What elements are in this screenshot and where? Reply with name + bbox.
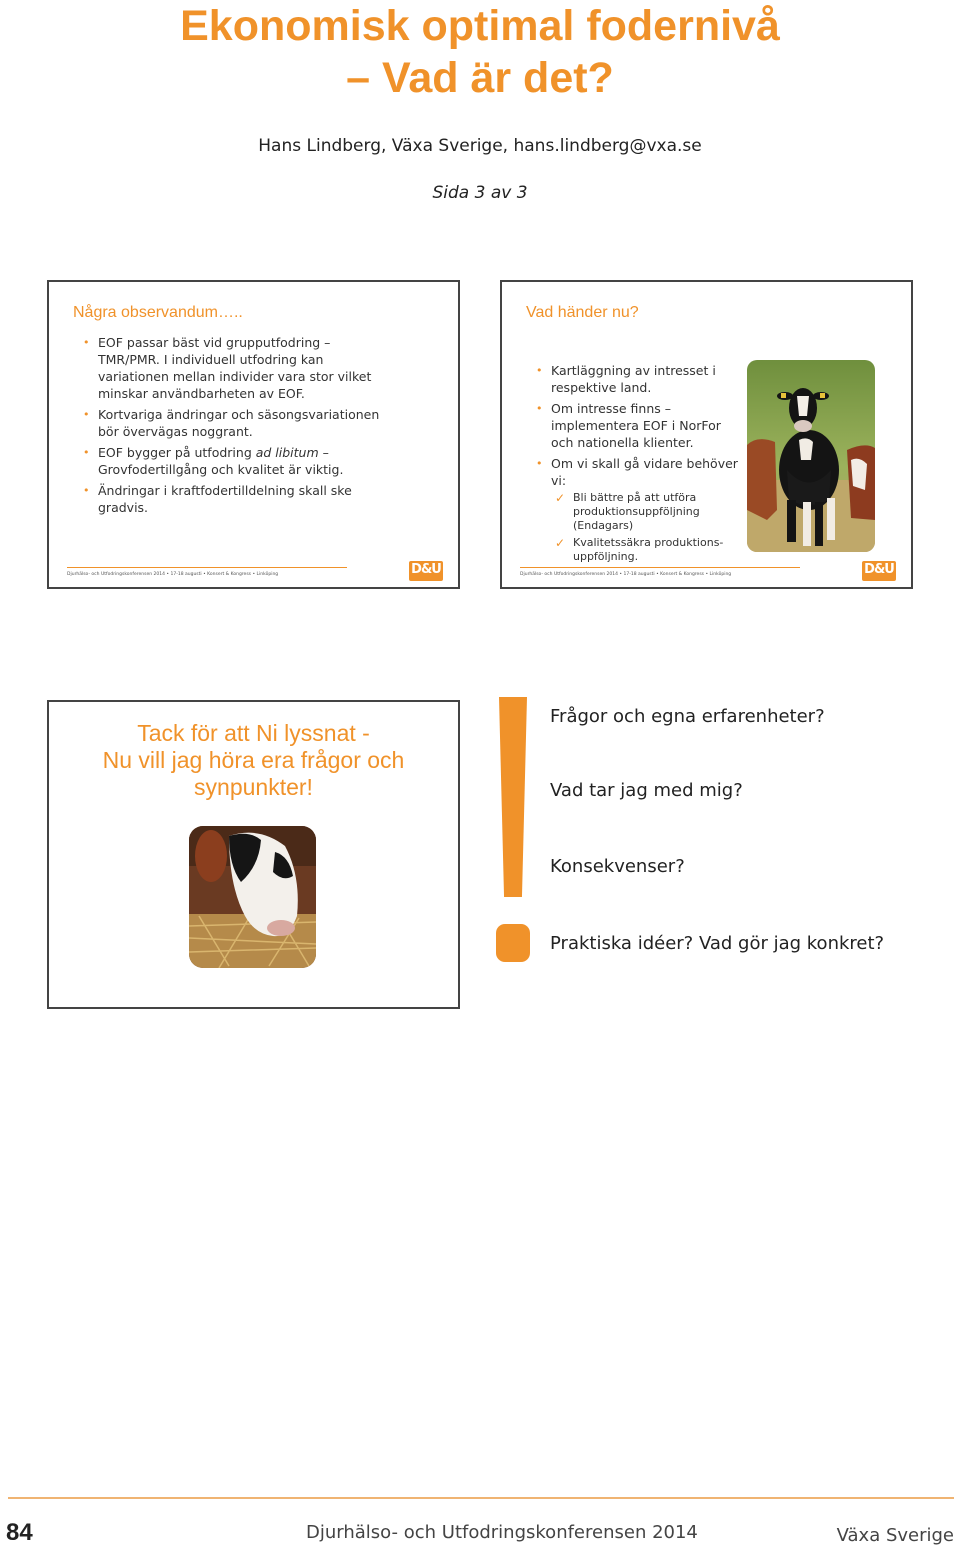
bullet-icon: •	[536, 457, 543, 470]
bullet-icon: •	[536, 402, 543, 415]
question-1: Frågor och egna erfarenheter?	[550, 706, 825, 727]
list-item: • Om intresse finns – implementera EOF i NorFor och nationella klienter.	[536, 401, 721, 450]
conference-name: Djurhälso- och Utfodringskonferensen 2014	[306, 1522, 698, 1543]
cow-standing-photo	[747, 360, 875, 552]
question-2: Vad tar jag med mig?	[550, 780, 743, 801]
slide-heading: Vad händer nu?	[526, 304, 639, 321]
list-item: • Kortvariga ändringar och säsongsvariationen bör övervägas noggrant.	[83, 407, 380, 439]
page-info: Sida 3 av 3	[432, 183, 528, 203]
exclamation-dot-icon	[496, 924, 530, 962]
cow-standing-icon	[747, 360, 875, 552]
page-title-line2: – Vad är det?	[346, 54, 614, 102]
slide-heading: Några observandum…..	[73, 304, 243, 321]
slide-vad-hander-nu	[500, 280, 913, 589]
list-item: ✓ Kvalitetssäkra produktions-uppföljning.	[555, 536, 724, 563]
footer-divider	[520, 567, 800, 568]
question-3: Konsekvenser?	[550, 856, 685, 877]
bullet-list	[527, 362, 745, 568]
cow-eating-photo	[189, 826, 316, 968]
list-item: • EOF bygger på utfodring ad libitum – Grovfodertillgång och kvalitet är viktig.	[83, 445, 344, 477]
slide-footer: Djurhälso- och Utfodringskonferensen 2014 • 17-18 augusti • Konsert & Kongress • Linköping	[67, 572, 279, 577]
bullet-icon: •	[83, 446, 90, 459]
page-title-line1: Ekonomisk optimal fodernivå	[180, 2, 780, 50]
footer-divider	[67, 567, 347, 568]
slide-observandum	[47, 280, 460, 589]
list-item: • Om vi skall gå vidare behöver vi: ✓ Bli bättre på att utföra produktionsuppföljning (Endagars) ✓ Kvalitetssäkra produktions-uppföljning.	[527, 455, 745, 564]
slide-thanks	[47, 700, 460, 1009]
list-item: • Ändringar i kraftfodertilldelning skall ske gradvis.	[83, 483, 352, 515]
thanks-message: Tack för att Ni lyssnat - Nu vill jag höra era frågor och synpunkter!	[102, 720, 405, 800]
check-icon: ✓	[555, 536, 566, 550]
list-item: ✓ Bli bättre på att utföra produktionsuppföljning (Endagars)	[555, 491, 700, 532]
footer-rule	[8, 1497, 954, 1499]
author-line: Hans Lindberg, Växa Sverige, hans.lindberg@vxa.se	[258, 136, 702, 156]
exclamation-bar-icon	[499, 697, 527, 897]
question-4: Praktiska idéer? Vad gör jag konkret?	[550, 933, 885, 954]
bullet-list	[74, 334, 394, 520]
bullet-icon: •	[536, 364, 543, 377]
bullet-icon: •	[83, 336, 90, 349]
bullet-icon: •	[83, 484, 90, 497]
du-logo: D&U	[409, 561, 443, 581]
sub-list	[551, 491, 745, 564]
list-item: • Kartläggning av intresset i respektive land.	[536, 363, 716, 395]
page-number: 84	[6, 1519, 33, 1546]
check-icon: ✓	[555, 491, 566, 505]
slide-footer: Djurhälso- och Utfodringskonferensen 2014 • 17-18 augusti • Konsert & Kongress • Linköping	[520, 572, 732, 577]
bullet-icon: •	[83, 408, 90, 421]
page-title	[0, 0, 960, 104]
du-logo: D&U	[862, 561, 896, 581]
list-item: • EOF passar bäst vid grupputfodring – TMR/PMR. I individuell utfodring kan variationen mellan individer vara stor vilket minskar användbarheten av EOF.	[83, 335, 372, 401]
organization-name: Växa Sverige	[836, 1525, 954, 1546]
cow-eating-icon	[189, 826, 316, 968]
